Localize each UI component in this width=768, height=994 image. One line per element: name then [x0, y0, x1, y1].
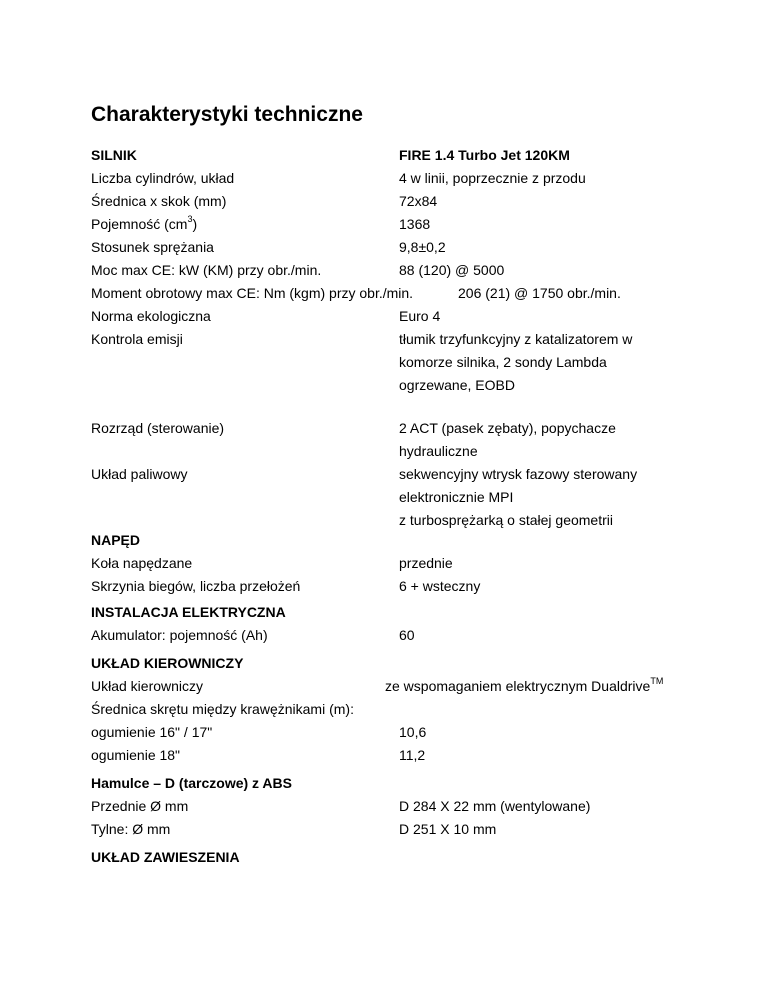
fuel-value-line-1: sekwencyjny wtrysk fazowy sterowany [399, 466, 638, 482]
front-brakes-value: D 284 X 22 mm (wentylowane) [399, 798, 591, 814]
wheels-label: Koła napędzane [91, 555, 193, 571]
section-heading-hamulce: Hamulce – D (tarczowe) z ABS [91, 775, 292, 791]
displacement-label: Pojemność $(cm^3)$ [91, 214, 198, 232]
bore-value: 72x84 [399, 193, 438, 209]
steering-value: ze wspomaganiem elektrycznym Dualdrive™ [385, 676, 664, 694]
compression-label: Stosunek sprężania [91, 239, 214, 255]
torque-label: Moment obrotowy max CE: Nm (kgm) przy obr./min. [91, 285, 414, 301]
tyre-18-label: ogumienie 18" [91, 747, 181, 763]
torque-value: 206 (21) @ 1750 obr./min. [458, 285, 621, 301]
norm-value: Euro 4 [399, 308, 441, 324]
bore-label: Średnica x skok (mm) [91, 193, 227, 209]
turning-circle-label: Średnica skrętu między krawężnikami (m): [91, 701, 354, 717]
tyre-16-17-label: ogumienie 16" / 17" [91, 724, 213, 740]
cylinders-value: 4 w linii, poprzecznie z przodu [399, 170, 586, 186]
compression-value: 9,8±0,2 [399, 239, 446, 255]
section-heading-kierowniczy: UKŁAD KIEROWNICZY [91, 655, 244, 671]
emission-value-line-3: ogrzewane, EOBD [399, 377, 515, 393]
tyre-16-17-value: 10,6 [399, 724, 427, 740]
section-heading-zawieszenie: UKŁAD ZAWIESZENIA [91, 849, 240, 865]
timing-value-line-1: 2 ACT (pasek zębaty), popychacze [399, 420, 616, 436]
power-label: Moc max CE: kW (KM) przy obr./min. [91, 262, 322, 278]
fuel-value-line-2: elektronicznie MPI [399, 489, 514, 505]
section-heading-silnik: SILNIK [91, 147, 137, 163]
gearbox-label: Skrzynia biegów, liczba przełożeń [91, 578, 301, 594]
front-brakes-label: Przednie Ø mm [91, 798, 189, 814]
timing-value-line-2: hydrauliczne [399, 443, 478, 459]
cylinders-label: Liczba cylindrów, układ [91, 170, 235, 186]
battery-label: Akumulator: pojemność (Ah) [91, 627, 268, 643]
section-heading-naped: NAPĘD [91, 532, 141, 548]
section-heading-instalacja: INSTALACJA ELEKTRYCZNA [91, 604, 286, 620]
rear-brakes-value: D 251 X 10 mm [399, 821, 497, 837]
gearbox-value: 6 + wsteczny [399, 578, 481, 594]
timing-label: Rozrząd (sterowanie) [91, 420, 225, 436]
rear-brakes-label: Tylne: Ø mm [91, 821, 171, 837]
norm-label: Norma ekologiczna [91, 308, 211, 324]
emission-label: Kontrola emisji [91, 331, 183, 347]
steering-label: Układ kierowniczy [91, 678, 204, 694]
page-title: Charakterystyki techniczne [91, 103, 363, 126]
fuel-value-line-3: z turbosprężarką o stałej geometrii [399, 512, 613, 528]
emission-value-line-1: tłumik trzyfunkcyjny z katalizatorem w [399, 331, 633, 347]
wheels-value: przednie [399, 555, 453, 571]
displacement-value: 1368 [399, 216, 431, 232]
emission-value-line-2: komorze silnika, 2 sondy Lambda [399, 354, 607, 370]
fuel-label: Układ paliwowy [91, 466, 188, 482]
tyre-18-value: 11,2 [399, 747, 426, 763]
power-value: 88 (120) @ 5000 [399, 262, 505, 278]
engine-name: FIRE 1.4 Turbo Jet 120KM [399, 147, 570, 163]
battery-value: 60 [399, 627, 415, 643]
